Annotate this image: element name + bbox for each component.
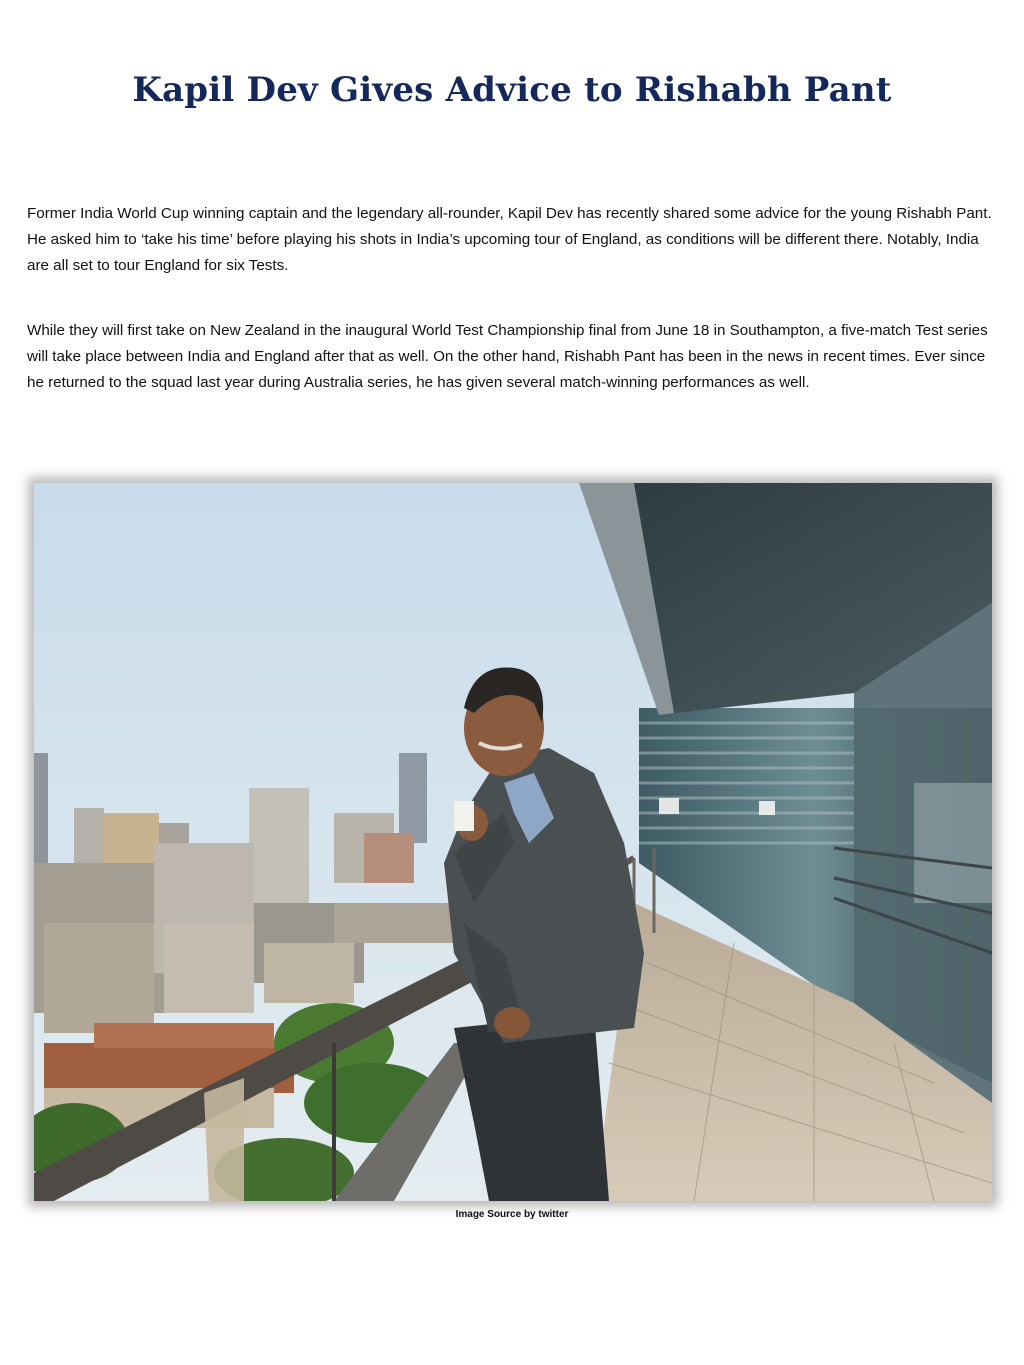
article-paragraph-1: Former India World Cup winning captain and the legendary all-rounder, Kapil Dev has recently shared some advice for the young Rishabh Pant. He asked him to ‘take his time’ before playing his shots in India’s upcoming tour of England, as conditions will be different there. Notably, India are all set to tour England for six Tests. xyxy=(27,205,992,274)
image-caption: Image Source by twitter xyxy=(455,1209,569,1220)
article-title: Kapil Dev Gives Advice to Rishabh Pant xyxy=(132,70,892,110)
balcony-city-photo xyxy=(34,483,992,1201)
article-paragraph-2: While they will first take on New Zealand in the inaugural World Test Championship final from June 18 in Southampton, a five-match Test series will take place between India and England after that as well. On the other hand, Rishabh Pant has been in the news in recent times. Ever since he returned to the squad last year during Australia series, he has given several match-winning performances as well. xyxy=(27,322,988,391)
article-photo xyxy=(34,483,992,1201)
